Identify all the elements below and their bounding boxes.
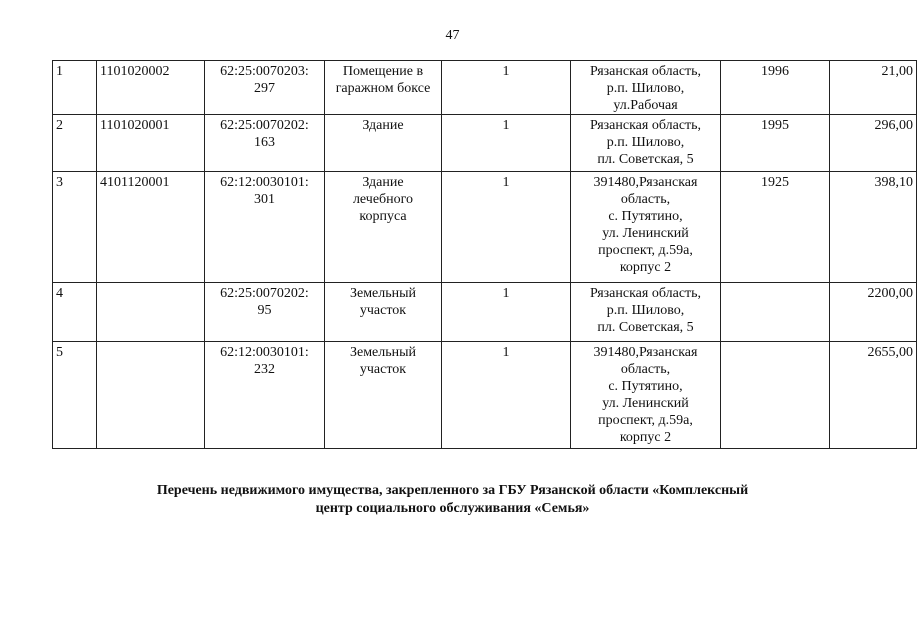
table-row [53,61,917,115]
cadastral-number-cell [205,115,325,172]
area-cell: 296,00 [830,115,917,172]
table-row [53,172,917,283]
object-name-cell-line: Земельный [349,286,417,301]
row-number-cell: 1 [53,61,97,115]
object-name-cell-line: Помещение в [342,64,424,79]
quantity-cell: 1 [442,61,571,115]
object-name-cell-line: Здание [362,118,404,133]
cadastral-number-cell-line: 163 [254,135,275,150]
cadastral-number-cell-line: 297 [254,81,275,96]
row-number-cell: 3 [53,172,97,283]
inventory-number-cell: 1101020001 [97,115,205,172]
inventory-number-cell: 4101120001 [97,172,205,283]
cadastral-number-cell-line: 62:12:0030101: [220,175,309,190]
address-cell-line: р.п. Шилово, [606,135,685,150]
page-number: 47 [445,28,460,43]
year-cell [721,283,830,342]
address-cell-line: область, [620,192,671,207]
area-cell: 21,00 [830,61,917,115]
cadastral-number-cell-line: 62:25:0070203: [220,64,309,79]
cadastral-number-cell [205,283,325,342]
address-cell-line: с. Путятино, [608,379,683,394]
cadastral-number-cell [205,172,325,283]
quantity-cell: 1 [442,115,571,172]
cadastral-number-cell-line: 62:25:0070202: [220,286,309,301]
object-name-cell [325,283,442,342]
inventory-number-cell: 1101020002 [97,61,205,115]
caption-line-1: Перечень недвижимого имущества, закрепленного за ГБУ Рязанской области «Комплексный [156,483,749,498]
table-row [53,342,917,449]
object-name-cell-line: участок [359,303,407,318]
caption-line-2: центр социального обслуживания «Семья» [315,501,590,516]
quantity-cell: 1 [442,342,571,449]
address-cell-line: корпус 2 [619,260,672,275]
cadastral-number-cell-line: 62:12:0030101: [220,345,309,360]
inventory-number-cell [97,342,205,449]
address-cell-line: р.п. Шилово, [606,303,685,318]
area-cell: 398,10 [830,172,917,283]
address-cell-line: ул. Ленинский [602,396,689,411]
address-cell [571,61,721,115]
row-number-cell: 2 [53,115,97,172]
cadastral-number-cell-line: 232 [254,362,275,377]
object-name-cell-line: участок [359,362,407,377]
address-cell-line: ул.Рабочая [613,98,678,113]
table-row [53,283,917,342]
year-cell: 1996 [721,61,830,115]
area-cell: 2655,00 [830,342,917,449]
year-cell: 1995 [721,115,830,172]
object-name-cell-line: Земельный [349,345,417,360]
object-name-cell [325,172,442,283]
address-cell [571,283,721,342]
address-cell-line: пл. Советская, 5 [597,152,694,167]
area-cell: 2200,00 [830,283,917,342]
year-cell: 1925 [721,172,830,283]
cadastral-number-cell-line: 95 [257,303,272,318]
object-name-cell [325,61,442,115]
address-cell [571,172,721,283]
object-name-cell-line: корпуса [359,209,407,224]
address-cell-line: ул. Ленинский [602,226,689,241]
object-name-cell-line: лечебного [352,192,414,207]
table-row [53,115,917,172]
address-cell [571,342,721,449]
address-cell-line: Рязанская область, [589,64,702,79]
property-table [52,60,917,449]
section-caption [0,482,905,518]
address-cell-line: 391480,Рязанская [593,345,698,360]
object-name-cell [325,342,442,449]
year-cell [721,342,830,449]
address-cell-line: Рязанская область, [589,286,702,301]
address-cell-line: с. Путятино, [608,209,683,224]
address-cell-line: проспект, д.59а, [598,413,693,428]
address-cell-line: Рязанская область, [589,118,702,133]
cadastral-number-cell [205,61,325,115]
row-number-cell: 4 [53,283,97,342]
property-table-body [53,61,917,449]
address-cell-line: область, [620,362,671,377]
address-cell-line: корпус 2 [619,430,672,445]
row-number-cell: 5 [53,342,97,449]
address-cell [571,115,721,172]
address-cell-line: проспект, д.59а, [598,243,693,258]
cadastral-number-cell-line: 301 [254,192,275,207]
cadastral-number-cell [205,342,325,449]
address-cell-line: пл. Советская, 5 [597,320,694,335]
quantity-cell: 1 [442,283,571,342]
quantity-cell: 1 [442,172,571,283]
object-name-cell-line: Здание [362,175,404,190]
cadastral-number-cell-line: 62:25:0070202: [220,118,309,133]
object-name-cell-line: гаражном боксе [335,81,431,96]
address-cell-line: 391480,Рязанская [593,175,698,190]
inventory-number-cell [97,283,205,342]
object-name-cell [325,115,442,172]
address-cell-line: р.п. Шилово, [606,81,685,96]
